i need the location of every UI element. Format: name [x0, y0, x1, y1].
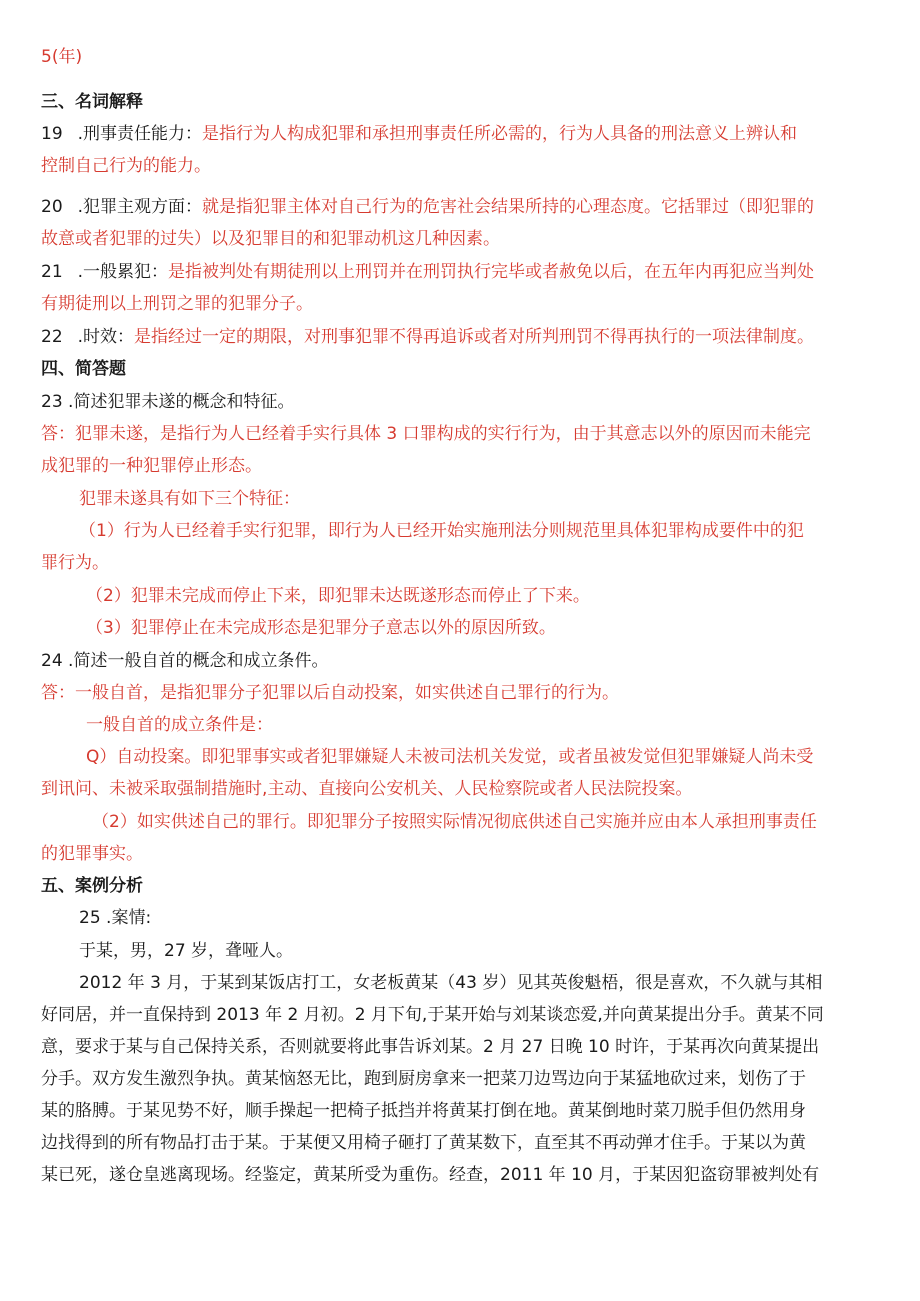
- term-22: [41, 325, 814, 349]
- term-19-definition-cont: 控制自己行为的能力。: [41, 156, 211, 176]
- case-person: 于某，男，27 岁，聋哑人。: [79, 941, 294, 961]
- case-paragraph-line-6: 边找得到的所有物品打击于某。于某便又用椅子砸打了黄某数下，直至其不再动弹才住手。于某以为黄: [41, 1133, 806, 1153]
- term-21-definition: 是指被判处有期徒刑以上刑罚并在刑罚执行完毕或者赦免以后，在五年内再犯应当判处: [168, 262, 815, 282]
- case-25-label: 25 .案情:: [79, 908, 152, 928]
- answer-24-point-2: （2）如实供述自己的罪行。即犯罪分子按照实际情况彻底供述自己实施并应由本人承担刑事责任: [92, 812, 817, 832]
- term-19-definition: 是指行为人构成犯罪和承担刑事责任所必需的，行为人具备的刑法意义上辨认和: [202, 124, 798, 144]
- answer-24-point-1: Q）自动投案。即犯罪事实或者犯罪嫌疑人未被司法机关发觉，或者虽被发觉但犯罪嫌疑人尚未受: [86, 747, 814, 767]
- answer-24-point-2-cont: 的犯罪事实。: [41, 844, 143, 864]
- answer-24-line-1: 答：一般自首，是指犯罪分子犯罪以后自动投案，如实供述自己罪行的行为。: [41, 683, 619, 703]
- term-21-definition-cont: 有期徒刑以上刑罚之罪的犯罪分子。: [41, 294, 313, 314]
- answer-23-point-1: （1）行为人已经着手实行犯罪，即行为人已经开始实施刑法分则规范里具体犯罪构成要件中的犯: [79, 521, 804, 541]
- case-paragraph-line-2: 好同居，并一直保持到 2013 年 2 月初。2 月下旬,于某开始与刘某谈恋爱,并向黄某提出分手。黄某不同: [41, 1005, 824, 1025]
- term-19-number: 19: [41, 124, 63, 144]
- term-20-label: .犯罪主观方面：: [77, 197, 203, 217]
- term-21: [41, 260, 814, 284]
- term-20: [41, 195, 814, 219]
- answer-23-point-3: （3）犯罪停止在未完成形态是犯罪分子意志以外的原因所致。: [86, 618, 556, 638]
- term-20-number: 20: [41, 197, 63, 217]
- term-19-label: .刑事责任能力：: [77, 124, 203, 144]
- answer-23-intro: 犯罪未遂具有如下三个特征：: [79, 489, 300, 509]
- case-paragraph-line-1: 2012 年 3 月，于某到某饭店打工，女老板黄某（43 岁）见其英俊魁梧，很是喜欢，不久就与其相: [79, 973, 823, 993]
- case-paragraph-line-3: 意，要求于某与自己保持关系，否则就要将此事告诉刘某。2 月 27 日晚 10 时许，于某再次向黄某提出: [41, 1037, 820, 1057]
- top-fragment: 5(年): [41, 47, 83, 67]
- term-22-label: .时效：: [77, 327, 135, 347]
- section-4-heading: 四、简答题: [41, 359, 126, 379]
- question-24: 24 .简述一般自首的概念和成立条件。: [41, 651, 329, 671]
- case-paragraph-line-4: 分手。双方发生激烈争执。黄某恼怒无比，跑到厨房拿来一把菜刀边骂边向于某猛地砍过来，划伤了于: [41, 1069, 806, 1089]
- term-22-number: 22: [41, 327, 63, 347]
- case-paragraph-line-5: 某的胳膊。于某见势不好，顺手操起一把椅子抵挡并将黄某打倒在地。黄某倒地时菜刀脱手但仍然用身: [41, 1101, 806, 1121]
- term-22-definition: 是指经过一定的期限，对刑事犯罪不得再追诉或者对所判刑罚不得再执行的一项法律制度。: [134, 327, 815, 347]
- answer-24-intro: 一般自首的成立条件是：: [86, 715, 273, 735]
- term-21-number: 21: [41, 262, 63, 282]
- answer-23-line-2: 成犯罪的一种犯罪停止形态。: [41, 456, 262, 476]
- answer-23-point-1-cont: 罪行为。: [41, 553, 109, 573]
- answer-23-point-2: （2）犯罪未完成而停止下来，即犯罪未达既遂形态而停止了下来。: [86, 586, 590, 606]
- term-20-definition-cont: 故意或者犯罪的过失）以及犯罪目的和犯罪动机这几种因素。: [41, 229, 500, 249]
- section-3-heading: 三、名词解释: [41, 92, 143, 112]
- answer-23-line-1: 答：犯罪未遂，是指行为人已经着手实行具体 3 口罪构成的实行行为，由于其意志以外的原因而未能完: [41, 424, 811, 444]
- case-paragraph-line-7: 某已死，遂仓皇逃离现场。经鉴定，黄某所受为重伤。经查，2011 年 10 月，于某因犯盗窃罪被判处有: [41, 1165, 820, 1185]
- section-5-heading: 五、案例分析: [41, 876, 143, 896]
- answer-24-point-1-cont: 到讯问、未被采取强制措施时,主动、直接向公安机关、人民检察院或者人民法院投案。: [41, 779, 693, 799]
- term-19: [41, 122, 797, 146]
- term-20-definition: 就是指犯罪主体对自己行为的危害社会结果所持的心理态度。它括罪过（即犯罪的: [202, 197, 815, 217]
- term-21-label: .一般累犯：: [77, 262, 169, 282]
- question-23: 23 .简述犯罪未遂的概念和特征。: [41, 392, 295, 412]
